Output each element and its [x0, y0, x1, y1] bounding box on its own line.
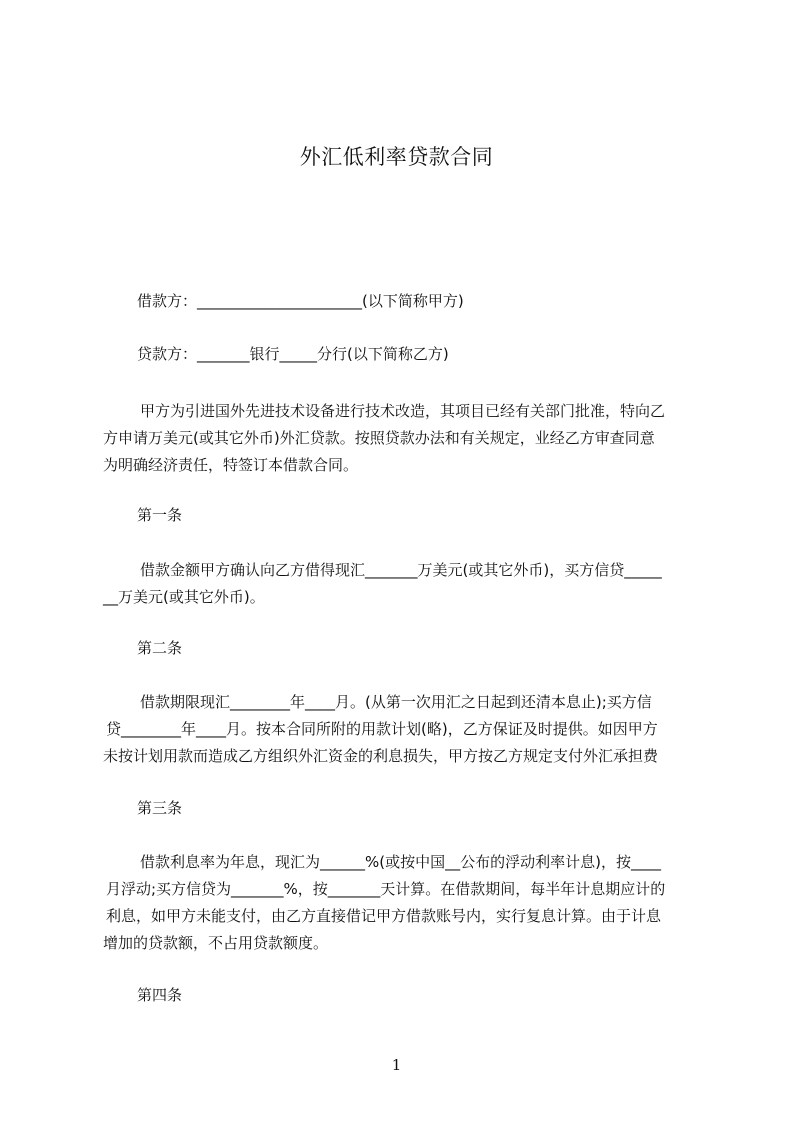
- article-2-line-1: 借款期限现汇________年____月。(从第一次用汇之日起到还清本息止);买方信: [140, 693, 652, 711]
- intro-line-3: 为明确经济责任，特签订本借款合同。: [103, 456, 359, 474]
- article-3-heading: 第三条: [137, 799, 183, 817]
- article-1-heading: 第一条: [137, 506, 183, 524]
- article-1-line-1: 借款金额甲方确认向乙方借得现汇_______万美元(或其它外币)，买方信贷_____: [140, 561, 662, 579]
- article-2-heading: 第二条: [137, 639, 183, 657]
- intro-line-2: 方申请万美元(或其它外币)外汇贷款。按照贷款办法和有关规定，业经乙方审查同意: [103, 429, 655, 447]
- intro-line-1: 甲方为引进国外先进技术设备进行技术改造，其项目已经有关部门批准，特向乙: [140, 402, 666, 420]
- article-3-line-1: 借款利息率为年息，现汇为______%(或按中国__公布的浮动利率计息)，按____: [140, 853, 661, 871]
- borrower-line: 借款方：______________________(以下简称甲方): [137, 292, 464, 310]
- article-2-line-2: 贷________年____月。按本合同所附的用款计划(略)，乙方保证及时提供。如因甲方: [106, 720, 658, 738]
- article-3-line-4: 增加的贷款额，不占用贷款额度。: [103, 934, 329, 952]
- document-title: 外汇低利率贷款合同: [299, 145, 494, 169]
- article-3-line-3: 利息，如甲方未能支付，由乙方直接借记甲方借款账号内，实行复息计算。由于计息: [106, 907, 662, 925]
- article-3-line-2: 月浮动;买方信贷为_______%，按_______天计算。在借款期间，每半年计息期应计的: [106, 880, 666, 898]
- article-4-heading: 第四条: [137, 986, 183, 1004]
- article-2-line-3: 未按计划用款而造成乙方组织外汇资金的利息损失，甲方按乙方规定支付外汇承担费: [103, 747, 659, 765]
- lender-line: 贷款方：_______银行_____分行(以下简称乙方): [137, 345, 449, 363]
- page-number: 1: [391, 1056, 402, 1074]
- article-1-line-2: __万美元(或其它外币)。: [103, 588, 265, 606]
